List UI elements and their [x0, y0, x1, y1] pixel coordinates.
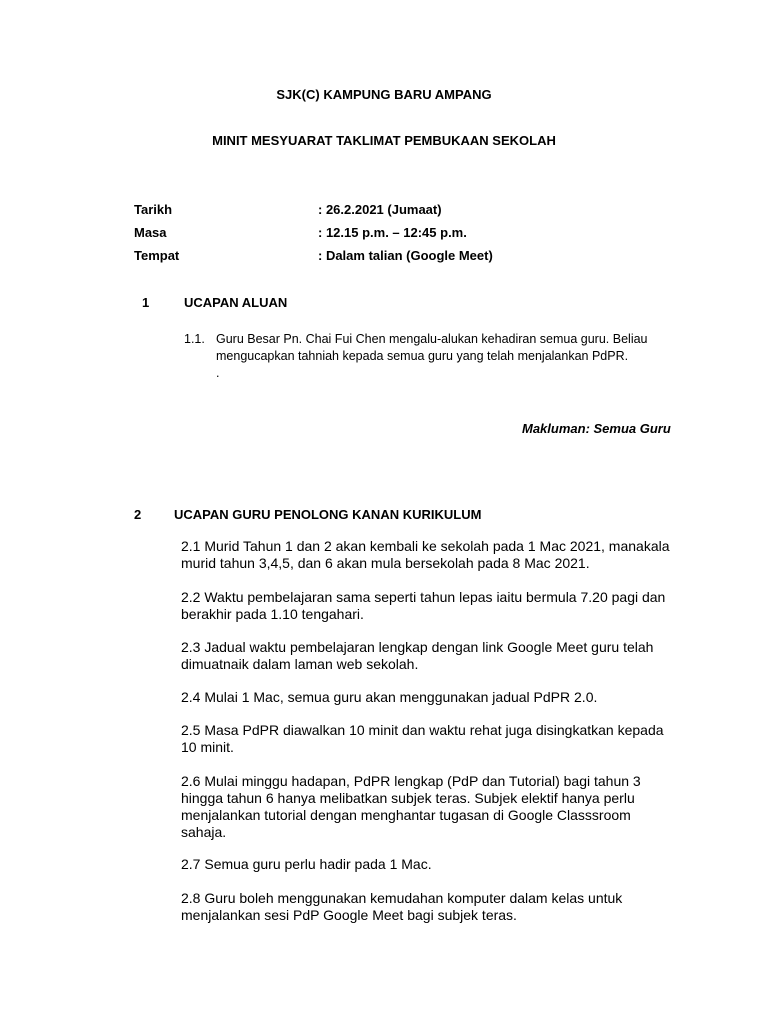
item-line: 2.1 Murid Tahun 1 dan 2 akan kembali ke sekolah pada 1 Mac 2021, manakala [181, 538, 670, 554]
item-line: menjalankan tutorial dengan menghantar tugasan di Google Classsroom [181, 807, 631, 823]
section1-item-line2: mengucapkan tahniah kepada semua guru yang telah menjalankan PdPR. [216, 349, 629, 363]
meta-value-tempat: : Dalam talian (Google Meet) [318, 248, 493, 263]
section2-number: 2 [134, 507, 142, 522]
item-line: murid tahun 3,4,5, dan 6 akan mula bersekolah pada 8 Mac 2021. [181, 555, 590, 571]
item-line: 2.2 Waktu pembelajaran sama seperti tahun lepas iaitu bermula 7.20 pagi dan [181, 589, 666, 605]
item-line: 2.7 Semua guru perlu hadir pada 1 Mac. [181, 856, 432, 872]
section1-item-number: 1.1. [184, 332, 205, 346]
meta-label-tarikh: Tarikh [134, 202, 173, 217]
item-line: 2.3 Jadual waktu pembelajaran lengkap dengan link Google Meet guru telah [181, 639, 654, 655]
school-name: SJK(C) KAMPUNG BARU AMPANG [276, 87, 492, 102]
item-line: dimuatnaik dalam laman web sekolah. [181, 656, 419, 672]
item-line: berakhir pada 1.10 tengahari. [181, 606, 364, 622]
list-item-2-5 [181, 722, 741, 756]
section1-item-line1: Guru Besar Pn. Chai Fui Chen mengalu-alukan kehadiran semua guru. Beliau [216, 332, 648, 346]
item-line: menjalankan sesi PdP Google Meet bagi subjek teras. [181, 907, 517, 923]
meta-label-masa: Masa [134, 225, 167, 240]
item-line: 2.6 Mulai minggu hadapan, PdPR lengkap (PdP dan Tutorial) bagi tahun 3 [181, 773, 641, 789]
item-line: 2.5 Masa PdPR diawalkan 10 minit dan waktu rehat juga disingkatkan kepada [181, 722, 664, 738]
item-line: 2.8 Guru boleh menggunakan kemudahan komputer dalam kelas untuk [181, 890, 623, 906]
list-item-2-1 [181, 538, 741, 572]
document-title: MINIT MESYUARAT TAKLIMAT PEMBUKAAN SEKOLAH [212, 133, 556, 148]
list-item-2-6 [181, 773, 741, 841]
section1-number: 1 [142, 295, 150, 310]
list-item-2-2 [181, 589, 741, 623]
section1-item-line3: . [216, 366, 220, 380]
list-item-2-8 [181, 890, 741, 924]
list-item-2-7 [181, 856, 741, 873]
meta-label-tempat: Tempat [134, 248, 180, 263]
meta-value-masa: : 12.15 p.m. – 12:45 p.m. [318, 225, 467, 240]
list-item-2-4 [181, 689, 741, 706]
item-line: hingga tahun 6 hanya melibatkan subjek teras. Subjek elektif hanya perlu [181, 790, 635, 806]
meta-value-tarikh: : 26.2.2021 (Jumaat) [318, 202, 442, 217]
item-line: 10 minit. [181, 739, 234, 755]
item-line: sahaja. [181, 824, 227, 840]
section2-title: UCAPAN GURU PENOLONG KANAN KURIKULUM [174, 507, 482, 522]
makluman-note: Makluman: Semua Guru [522, 421, 671, 436]
list-item-2-3 [181, 639, 741, 673]
section1-title: UCAPAN ALUAN [184, 295, 288, 310]
item-line: 2.4 Mulai 1 Mac, semua guru akan menggunakan jadual PdPR 2.0. [181, 689, 598, 705]
